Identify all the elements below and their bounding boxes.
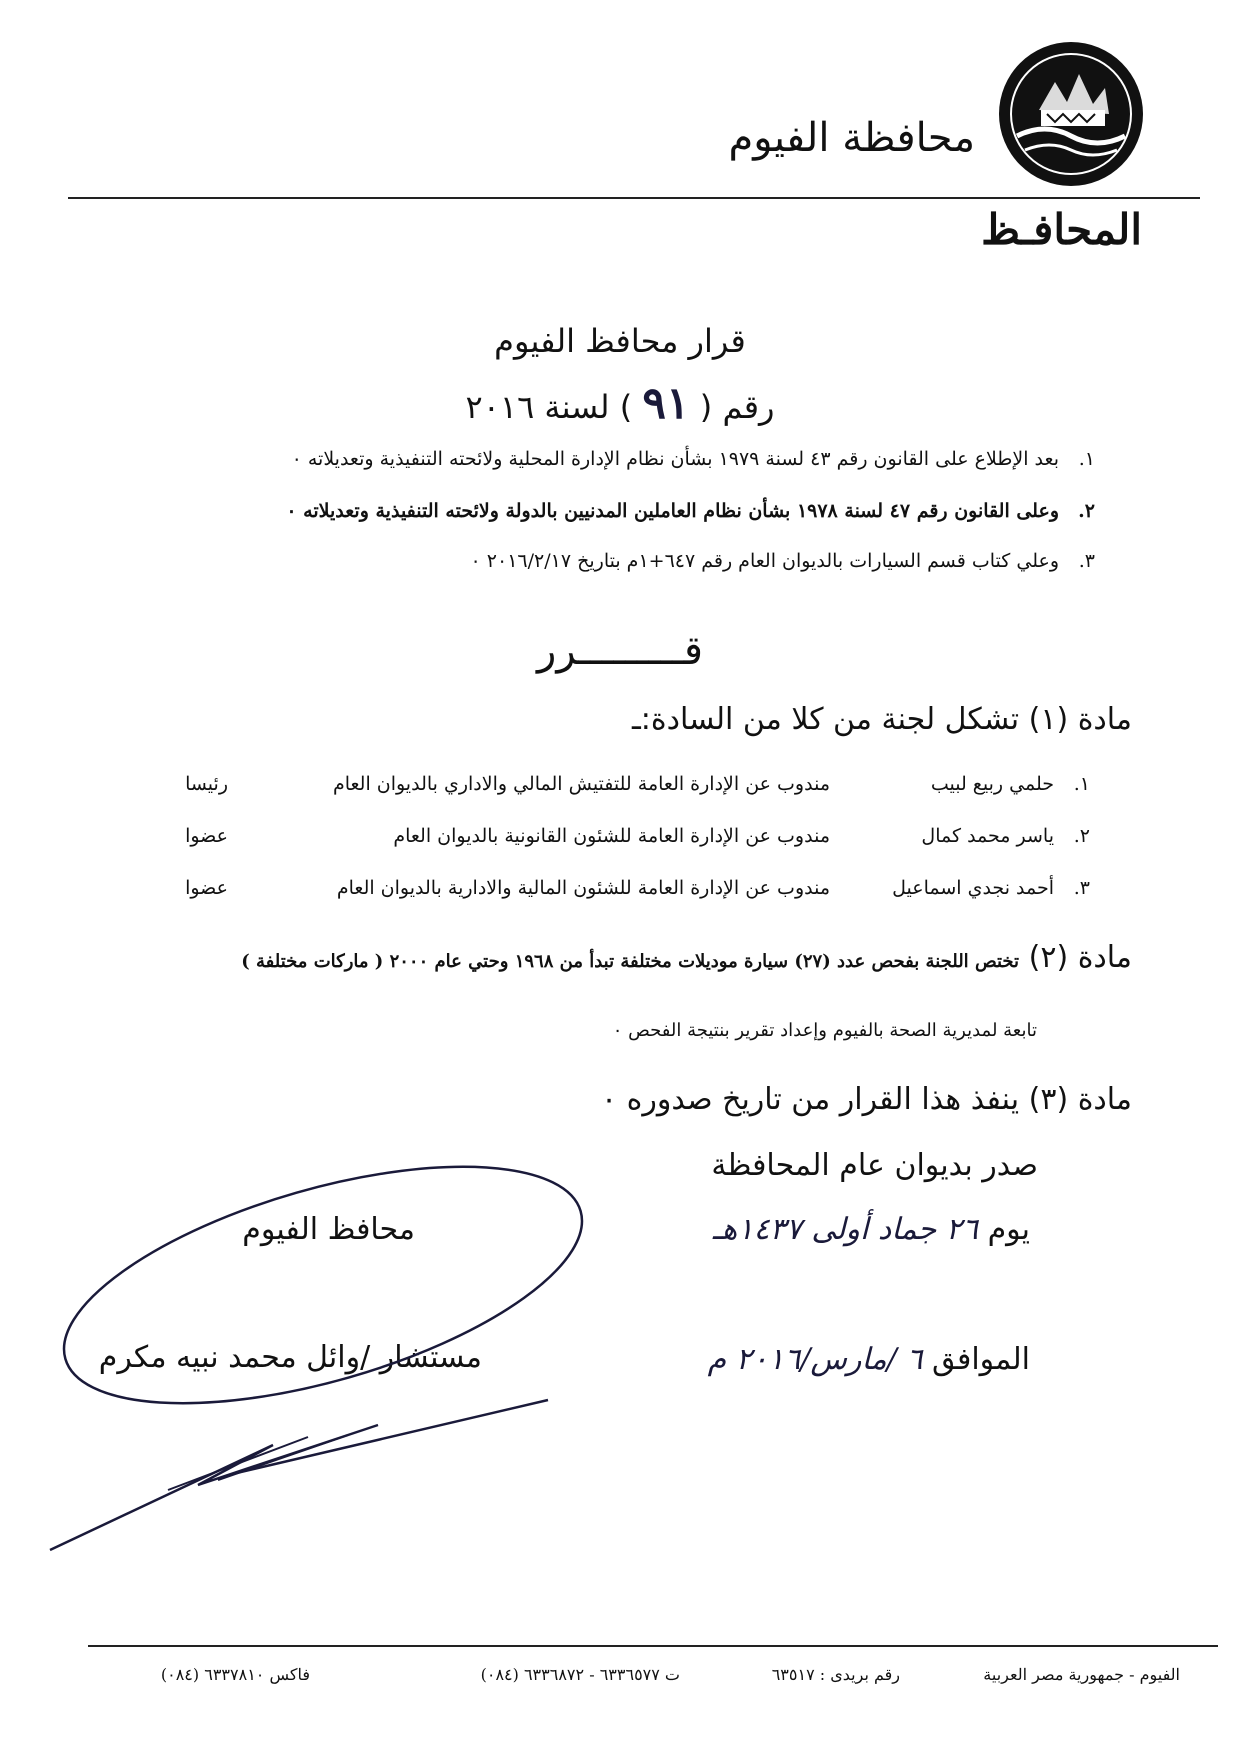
decree-title: قرار محافظ الفيوم <box>494 322 746 360</box>
signatory-name: مستشار /وائل محمد نبيه مكرم <box>98 1340 482 1375</box>
preamble-number: ١. <box>1078 448 1095 470</box>
article-2-continuation: تابعة لمديرية الصحة بالفيوم وإعداد تقرير بنتيجة الفحص ٠ <box>612 1020 1037 1041</box>
header-divider <box>68 197 1200 199</box>
gregorian-date-handwritten: ٦ /مارس/٢٠١٦ م <box>707 1342 923 1377</box>
member-number: ١. <box>1073 773 1090 795</box>
preamble-item <box>286 500 1095 522</box>
preamble-item <box>471 550 1095 572</box>
decree-number-handwritten: ٩١ <box>642 378 690 429</box>
day-label: يوم <box>987 1212 1030 1247</box>
governorate-name: محافظة الفيوم <box>728 115 975 161</box>
article-1 <box>632 702 1132 737</box>
member-number: ٢. <box>1073 825 1090 847</box>
member-position: عضوا <box>185 825 228 847</box>
governorate-seal-logo <box>995 40 1147 188</box>
member-name <box>931 773 1090 795</box>
preamble-text: بعد الإطلاع على القانون رقم ٤٣ لسنة ١٩٧٩ بشأن نظام الإدارة المحلية ولائحته التنفيذية وتعديلاته ٠ <box>291 448 1059 470</box>
footer-phone: ت ٦٣٣٦٥٧٧ - ٦٣٣٦٨٧٢ (٠٨٤) <box>480 1665 680 1684</box>
member-role: مندوب عن الإدارة العامة للشئون المالية والادارية بالديوان العام <box>336 877 830 899</box>
preamble-text: وعلي كتاب قسم السيارات بالديوان العام رقم ٦٤٧+١م بتاريخ ٢٠١٦/٢/١٧ ٠ <box>470 550 1059 572</box>
decree-number-prefix: رقم ( <box>699 388 775 426</box>
hijri-date <box>713 1212 1030 1247</box>
member-name <box>892 877 1090 899</box>
gregorian-date <box>708 1342 1030 1377</box>
article-2 <box>241 940 1132 975</box>
member-role: مندوب عن الإدارة العامة للشئون القانونية بالديوان العام <box>393 825 830 847</box>
article-2-text: تختص اللجنة بفحص عدد (٢٧) سيارة موديلات مختلفة تبدأ من ١٩٦٨ وحتي عام ٢٠٠٠ ( ماركات مختلفة ) <box>241 951 1020 972</box>
hijri-date-handwritten: ٢٦ جماد أولى ١٤٣٧هـ <box>712 1212 979 1247</box>
footer-fax: فاكس ٦٣٣٧٨١٠ (٠٨٤) <box>160 1665 310 1684</box>
issued-at: صدر بديوان عام المحافظة <box>711 1148 1038 1183</box>
decided-heading: قـــــــــرر <box>537 628 703 674</box>
preamble-number: ٣. <box>1078 550 1095 572</box>
decree-number <box>0 378 1240 429</box>
article-3-label: مادة (٣) <box>1028 1082 1132 1117</box>
member-number: ٣. <box>1073 877 1090 899</box>
article-1-text: تشكل لجنة من كلا من السادة:ـ <box>632 702 1020 737</box>
signatory-title: محافظ الفيوم <box>242 1212 415 1247</box>
footer-po-box: رقم بريدى : ٦٣٥١٧ <box>771 1665 900 1684</box>
footer-divider <box>88 1645 1218 1647</box>
preamble-item <box>292 448 1095 470</box>
article-3-text: ينفذ هذا القرار من تاريخ صدوره ٠ <box>600 1082 1020 1117</box>
preamble-text: وعلى القانون رقم ٤٧ لسنة ١٩٧٨ بشأن نظام العاملين المدنيين بالدولة ولائحته التنفيذية وتعديلاته ٠ <box>286 500 1059 522</box>
member-name-text: حلمي ربيع لبيب <box>930 773 1054 795</box>
member-position: عضوا <box>185 877 228 899</box>
article-1-label: مادة (١) <box>1028 702 1132 737</box>
article-2-label: مادة (٢) <box>1028 940 1132 975</box>
corresponding-label: الموافق <box>931 1342 1030 1377</box>
handwritten-signature <box>48 1145 588 1565</box>
member-role: مندوب عن الإدارة العامة للتفتيش المالي والاداري بالديوان العام <box>332 773 830 795</box>
member-position: رئيسا <box>185 773 228 795</box>
article-3 <box>601 1082 1132 1117</box>
member-name-text: ياسر محمد كمال <box>921 825 1054 847</box>
member-name <box>921 825 1090 847</box>
footer-address: الفيوم - جمهورية مصر العربية <box>983 1665 1180 1684</box>
preamble-number: ٢. <box>1078 500 1095 522</box>
member-name-text: أحمد نجدي اسماعيل <box>892 877 1054 899</box>
decree-number-suffix: ) لسنة ٢٠١٦ <box>465 388 633 426</box>
office-title: المحافـظ <box>981 205 1142 254</box>
